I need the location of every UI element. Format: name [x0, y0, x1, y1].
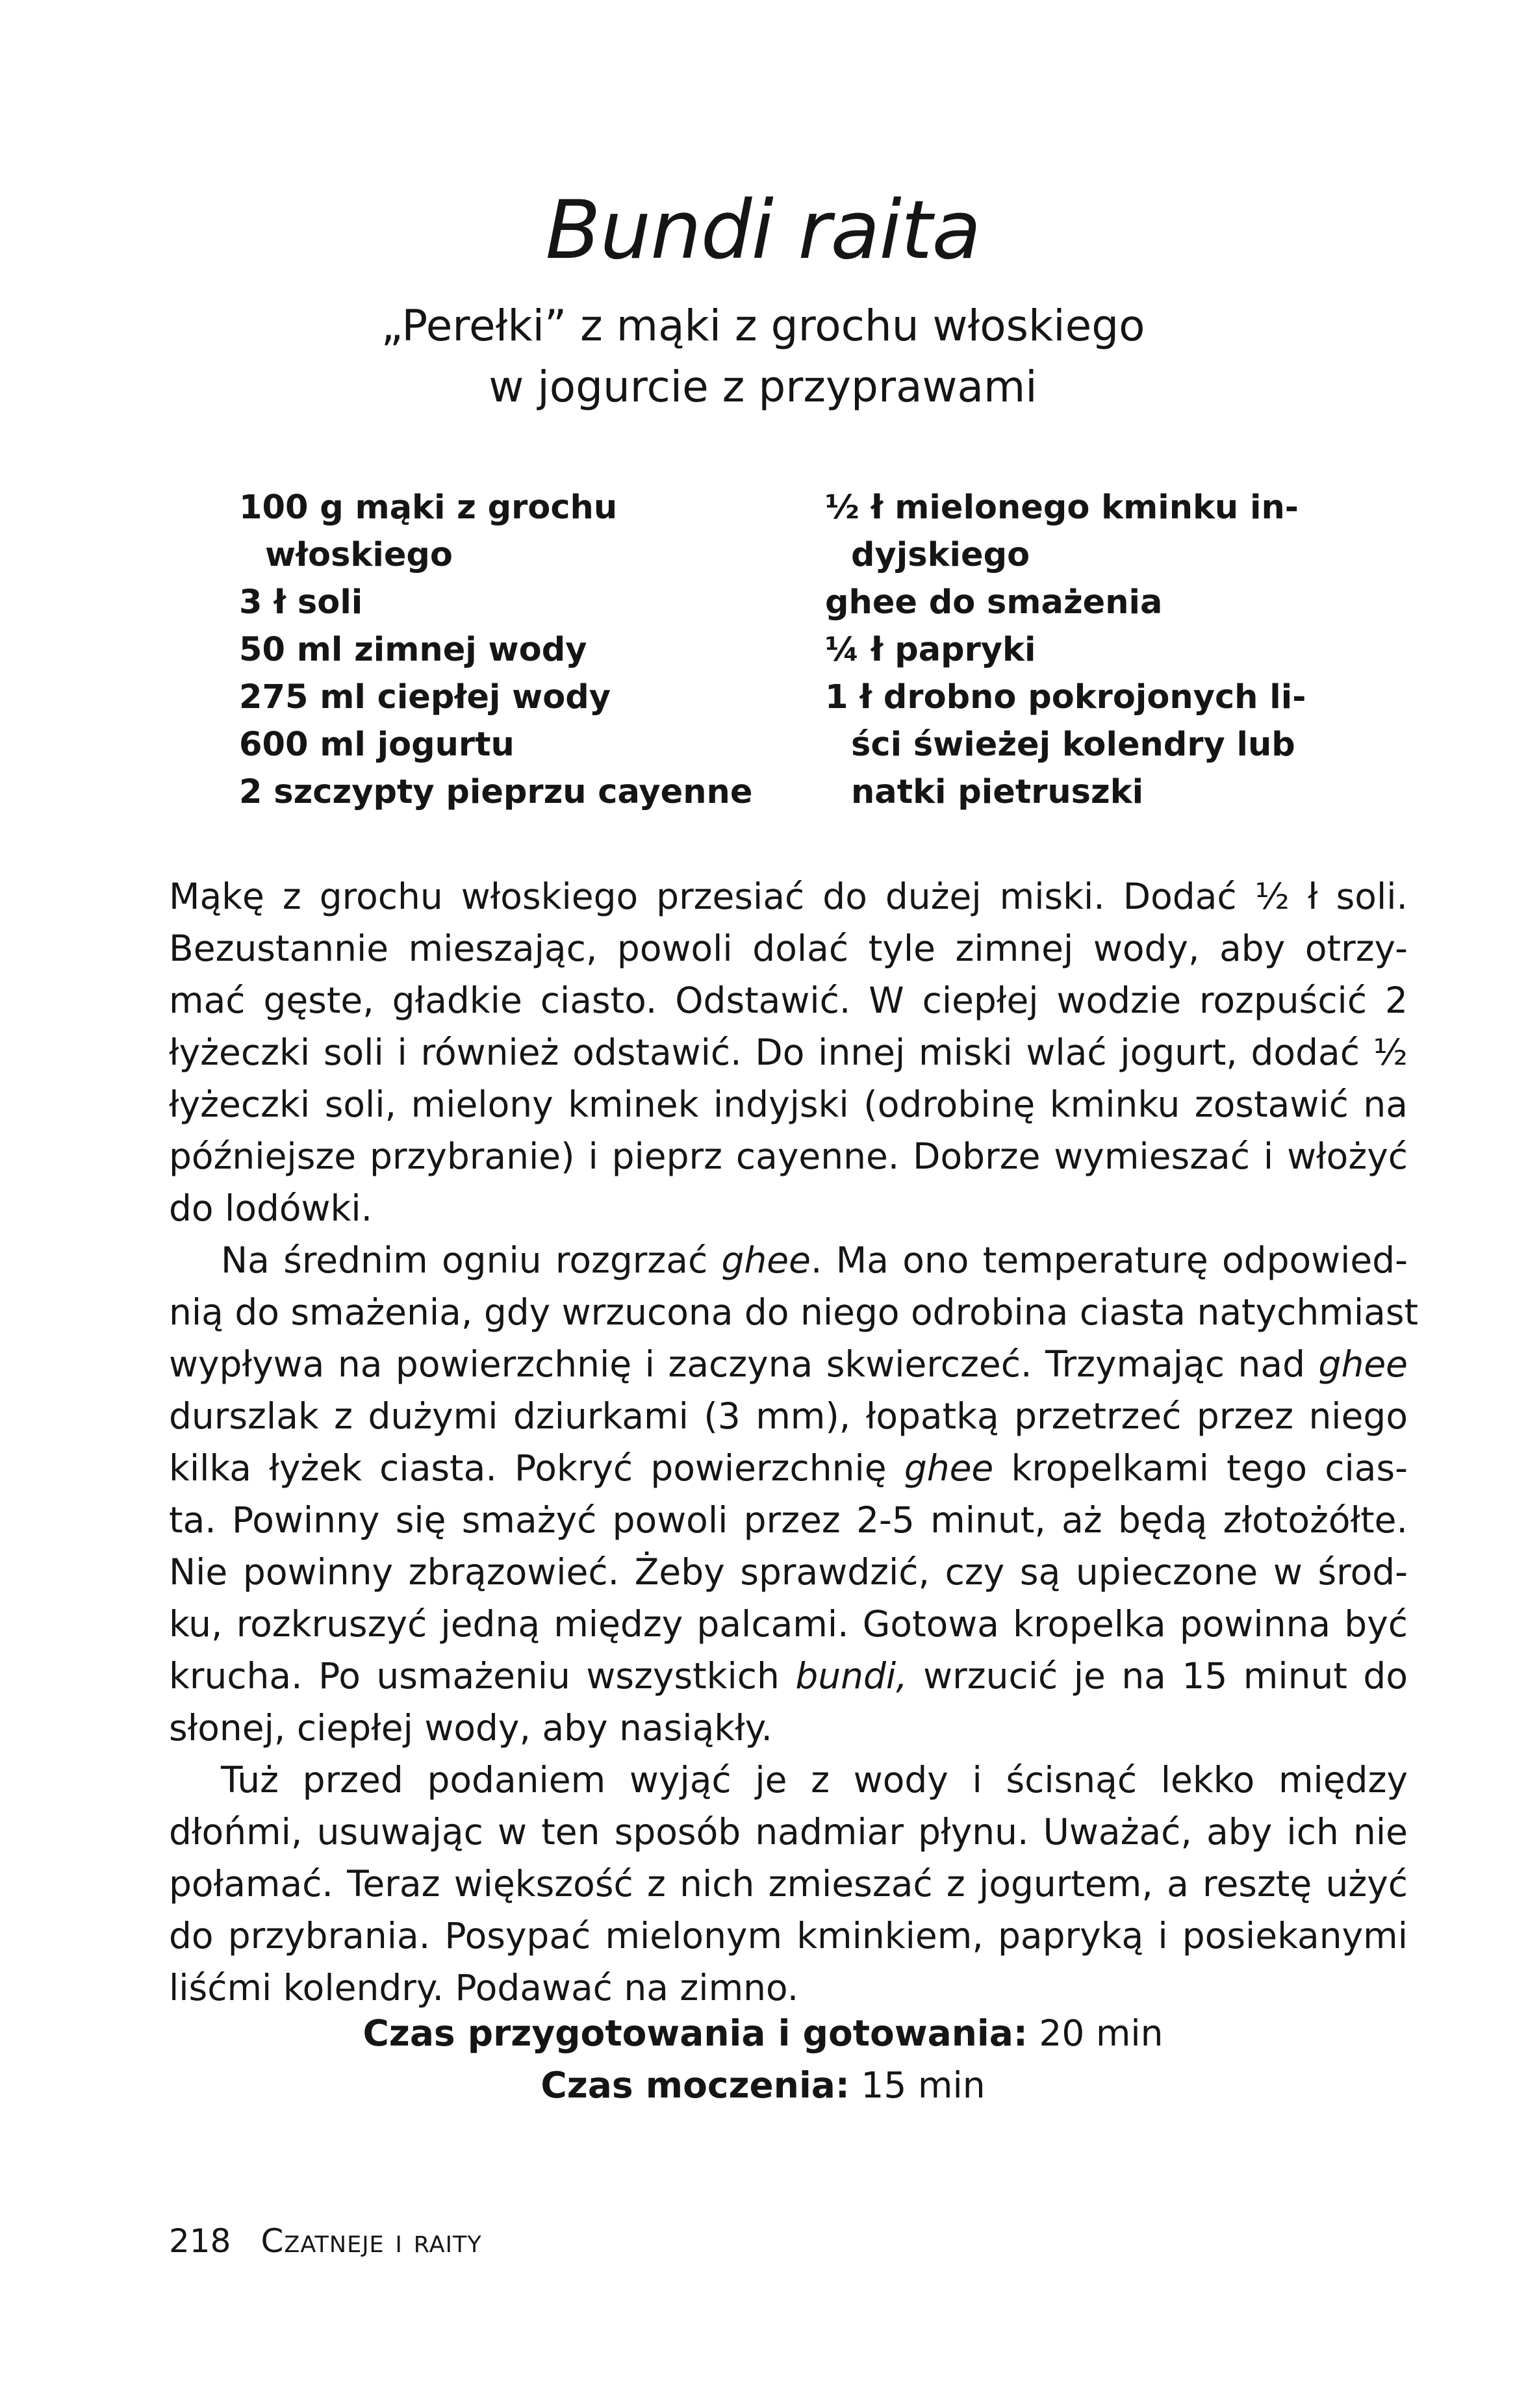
- recipe-instructions: [169, 870, 1419, 2014]
- text-line: [169, 1702, 1408, 1754]
- ingredient-line: 3 ł soli: [239, 583, 363, 622]
- text-run: łyżeczki soli, mielony kminek indyjski (odrobinę kminku zostawić na: [169, 1084, 1408, 1125]
- ingredient-line: włoskiego: [265, 536, 453, 574]
- text-line: [169, 1962, 1408, 2014]
- text-run: wypływa na powierzchnię i zaczyna skwierczeć. Trzymając nad: [169, 1343, 1319, 1385]
- text-line: [169, 1442, 1408, 1494]
- text-run: durszlak z dużymi dziurkami (3 mm), łopatką przetrzeć przez niego: [169, 1395, 1408, 1437]
- prep-time-value: 20 min: [1039, 2012, 1164, 2054]
- text-line: [169, 870, 1408, 922]
- text-run: Tuż przed podaniem wyjąć je z wody i ścisnąć lekko między: [221, 1759, 1408, 1801]
- soak-time-label: Czas moczenia:: [540, 2064, 850, 2106]
- text-run: liśćmi kolendry. Podawać na zimno.: [169, 1967, 799, 2009]
- text-run: ta. Powinny się smażyć powoli przez 2-5 minut, aż będą złotożółte.: [169, 1499, 1408, 1541]
- soak-time-line: [0, 2059, 1526, 2111]
- text-run: Mąkę z grochu włoskiego przesiać do dużej miski. Dodać ½ ł soli.: [169, 876, 1408, 917]
- section-title: Czatneje i raity: [261, 2222, 482, 2260]
- text-run: mać gęste, gładkie ciasto. Odstawić. W ciepłej wodzie rozpuścić 2: [169, 980, 1408, 1021]
- text-line: [169, 1182, 1408, 1234]
- text-line: [169, 1286, 1419, 1338]
- text-run: Nie powinny zbrązowieć. Żeby sprawdzić, czy są upieczone w środ-: [169, 1551, 1408, 1593]
- text-line: [169, 1130, 1408, 1182]
- text-run: późniejsze przybranie) i pieprz cayenne. Dobrze wymieszać i włożyć: [169, 1135, 1408, 1177]
- subtitle-line: w jogurcie z przyprawami: [489, 362, 1037, 412]
- cooking-times: [0, 2007, 1526, 2111]
- text-line: [169, 1338, 1408, 1390]
- text-line: [169, 1078, 1408, 1130]
- text-line: [169, 1546, 1408, 1598]
- text-run: słonej, ciepłej wody, aby nasiąkły.: [169, 1707, 772, 1749]
- text-run: do przybrania. Posypać mielonym kminkiem, papryką i posiekanymi: [169, 1915, 1408, 1957]
- ingredients-left-column: [239, 484, 798, 816]
- italic-term: ghee: [904, 1447, 994, 1489]
- text-run: ku, rozkruszyć jedną między palcami. Gotowa kropelka powinna być: [169, 1603, 1408, 1645]
- soak-time-value: 15 min: [861, 2064, 986, 2106]
- text-line: [169, 1806, 1408, 1858]
- ingredient-line: 275 ml ciepłej wody: [239, 678, 611, 716]
- text-run: łyżeczki soli i również odstawić. Do innej miski wlać jogurt, dodać ½: [169, 1032, 1408, 1073]
- text-run: nią do smażenia, gdy wrzucona do niego odrobina ciasta natychmiast: [169, 1291, 1419, 1333]
- prep-time-label: Czas przygotowania i gotowania:: [362, 2012, 1028, 2054]
- text-line: [169, 1494, 1408, 1546]
- ingredient-line: ghee do smażenia: [825, 583, 1163, 622]
- recipe-subtitle: [0, 296, 1526, 418]
- ingredients-right-column: [825, 484, 1397, 816]
- italic-term: ghee: [1318, 1343, 1408, 1385]
- text-run: do lodówki.: [169, 1187, 373, 1229]
- page-footer: [169, 2218, 482, 2264]
- ingredient-line: 1 ł drobno pokrojonych li-: [825, 678, 1306, 716]
- text-line: [169, 1234, 1408, 1286]
- text-run: dłońmi, usuwając w ten sposób nadmiar płynu. Uważać, aby ich nie: [169, 1811, 1408, 1853]
- text-line: [169, 1650, 1408, 1702]
- text-line: [169, 1858, 1408, 1910]
- ingredient-line: 50 ml zimnej wody: [239, 631, 587, 669]
- text-line: [169, 1910, 1408, 1962]
- italic-term: bundi,: [795, 1655, 908, 1697]
- prep-time-line: [0, 2007, 1526, 2059]
- text-line: [169, 1754, 1408, 1806]
- ingredient-line: ½ ł mielonego kminku in-: [825, 488, 1299, 527]
- text-run: połamać. Teraz większość z nich zmieszać z jogurtem, a resztę użyć: [169, 1863, 1408, 1905]
- text-line: [169, 922, 1408, 974]
- ingredient-line: 600 ml jogurtu: [239, 726, 515, 764]
- ingredient-line: ści świeżej kolendry lub: [851, 726, 1295, 764]
- page-number: 218: [169, 2222, 231, 2260]
- text-run: kilka łyżek ciasta. Pokryć powierzchnię: [169, 1447, 904, 1489]
- text-line: [169, 1598, 1408, 1650]
- recipe-title: Bundi raita: [545, 184, 981, 277]
- ingredient-line: ¼ ł papryki: [825, 631, 1036, 669]
- text-line: [169, 1026, 1408, 1078]
- text-run: wrzucić je na 15 minut do: [907, 1655, 1408, 1697]
- ingredient-line: 2 szczypty pieprzu cayenne: [239, 773, 753, 811]
- ingredient-line: dyjskiego: [851, 536, 1030, 574]
- italic-term: ghee: [721, 1239, 811, 1281]
- ingredient-line: 100 g mąki z grochu: [239, 488, 618, 527]
- text-run: Na średnim ogniu rozgrzać: [221, 1239, 722, 1281]
- ingredient-line: natki pietruszki: [851, 773, 1144, 811]
- text-run: . Ma ono temperaturę odpowied-: [810, 1239, 1408, 1281]
- text-line: [169, 974, 1408, 1026]
- text-run: krucha. Po usmażeniu wszystkich: [169, 1655, 796, 1697]
- text-run: Bezustannie mieszając, powoli dolać tyle zimnej wody, aby otrzy-: [169, 928, 1408, 969]
- subtitle-line: „Perełki” z mąki z grochu włoskiego: [381, 301, 1145, 351]
- text-run: kropelkami tego cias-: [993, 1447, 1408, 1489]
- text-line: [169, 1390, 1408, 1442]
